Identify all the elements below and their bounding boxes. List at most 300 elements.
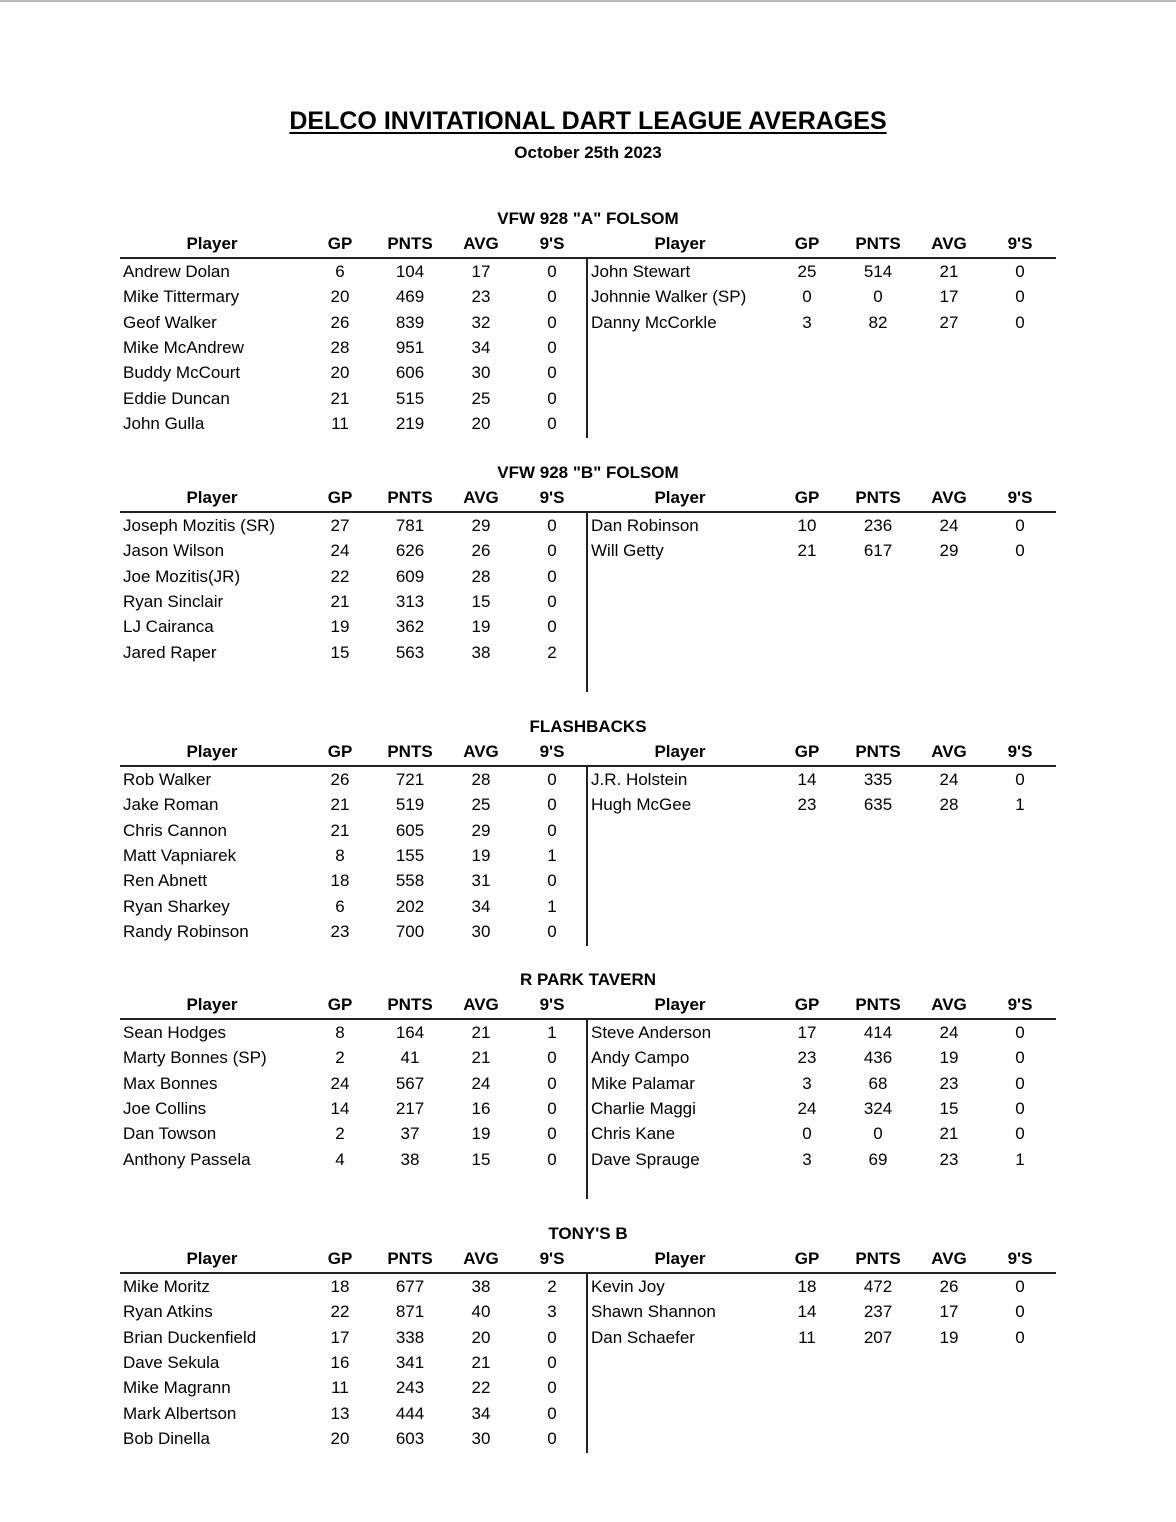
column-header-player: Player <box>186 742 238 761</box>
cell-gp: 23 <box>797 1048 817 1068</box>
cell-nines: 1 <box>547 1023 557 1042</box>
team-section <box>0 716 1176 976</box>
cell-nines: 0 <box>547 1124 557 1144</box>
cell-avg: 16 <box>471 1098 491 1118</box>
cell-nines: 0 <box>547 1428 557 1448</box>
cell-pnts: 871 <box>395 1302 425 1322</box>
column-header-avg: AVG <box>931 234 967 253</box>
cell-avg: 19 <box>939 1327 959 1347</box>
cell-nines: 0 <box>1015 541 1025 561</box>
cell-avg: 34 <box>471 1403 491 1423</box>
column-header-avg: AVG <box>463 1249 499 1268</box>
column-header-player: Player <box>654 1249 706 1268</box>
player-row <box>0 614 1176 639</box>
cell-pnts: 721 <box>395 770 425 789</box>
column-header-pnts: PNTS <box>387 742 433 761</box>
cell-player: Mike Moritz <box>123 1277 210 1296</box>
cell-avg: 19 <box>471 1124 491 1144</box>
cell-pnts: 609 <box>395 566 425 586</box>
cell-pnts: 567 <box>395 1073 425 1093</box>
cell-player: Dave Sekula <box>123 1352 220 1372</box>
cell-player: Jake Roman <box>123 795 219 815</box>
cell-gp: 19 <box>330 617 350 637</box>
cell-player: Mike Tittermary <box>123 287 240 307</box>
cell-avg: 25 <box>471 388 491 408</box>
cell-avg: 21 <box>939 1124 959 1144</box>
cell-nines: 0 <box>1015 1023 1025 1042</box>
team-section <box>0 969 1176 1229</box>
cell-pnts: 202 <box>395 896 425 916</box>
cell-pnts: 324 <box>863 1098 893 1118</box>
cell-pnts: 605 <box>395 820 425 840</box>
cell-nines: 0 <box>1015 1098 1025 1118</box>
cell-nines: 0 <box>547 1149 557 1169</box>
cell-avg: 24 <box>939 1023 959 1042</box>
cell-nines: 0 <box>547 770 557 789</box>
cell-gp: 21 <box>330 591 350 611</box>
cell-avg: 30 <box>471 363 491 383</box>
cell-pnts: 104 <box>395 262 425 281</box>
cell-avg: 24 <box>939 516 959 535</box>
cell-player: Dave Sprauge <box>591 1149 700 1169</box>
cell-avg: 15 <box>471 591 491 611</box>
cell-player: Geof Walker <box>123 312 217 332</box>
column-header-pnts: PNTS <box>387 234 433 253</box>
cell-player: Buddy McCourt <box>123 363 241 383</box>
cell-gp: 20 <box>330 363 350 383</box>
cell-player: Randy Robinson <box>123 921 249 941</box>
cell-gp: 6 <box>335 262 345 281</box>
cell-pnts: 606 <box>395 363 425 383</box>
cell-nines: 0 <box>547 1378 557 1398</box>
cell-pnts: 69 <box>868 1149 888 1169</box>
column-header-player: Player <box>186 488 238 507</box>
cell-gp: 17 <box>797 1023 817 1042</box>
cell-nines: 0 <box>547 591 557 611</box>
cell-nines: 2 <box>547 642 557 662</box>
cell-pnts: 362 <box>395 617 425 637</box>
cell-gp: 26 <box>330 312 350 332</box>
cell-player: Bob Dinella <box>123 1428 210 1448</box>
cell-avg: 21 <box>939 262 959 281</box>
cell-player: Mike Magrann <box>123 1378 231 1398</box>
column-header-avg: AVG <box>463 742 499 761</box>
cell-avg: 19 <box>471 845 491 865</box>
cell-gp: 4 <box>335 1149 345 1169</box>
cell-player: Kevin Joy <box>591 1277 665 1296</box>
cell-nines: 0 <box>547 363 557 383</box>
cell-player: Jared Raper <box>123 642 217 662</box>
cell-player: Jason Wilson <box>123 541 225 561</box>
cell-player: Charlie Maggi <box>591 1098 696 1118</box>
cell-player: Rob Walker <box>123 770 212 789</box>
player-row <box>0 1071 1176 1096</box>
column-header-pnts: PNTS <box>855 1249 901 1268</box>
cell-gp: 3 <box>802 312 812 332</box>
column-header-nines: 9'S <box>1007 995 1033 1014</box>
column-header-avg: AVG <box>463 488 499 507</box>
cell-pnts: 313 <box>395 591 425 611</box>
cell-player: Max Bonnes <box>123 1073 218 1093</box>
column-header-nines: 9'S <box>539 234 565 253</box>
cell-nines: 0 <box>547 1073 557 1093</box>
cell-gp: 24 <box>797 1098 817 1118</box>
cell-gp: 22 <box>330 566 350 586</box>
column-header-player: Player <box>654 742 706 761</box>
player-row <box>0 919 1176 944</box>
cell-avg: 26 <box>939 1277 959 1296</box>
cell-nines: 0 <box>1015 262 1025 281</box>
cell-avg: 20 <box>471 413 491 433</box>
cell-avg: 26 <box>471 541 491 561</box>
player-row <box>0 259 1176 284</box>
cell-pnts: 436 <box>863 1048 893 1068</box>
cell-player: Ryan Sharkey <box>123 896 230 916</box>
cell-player: Will Getty <box>591 541 664 561</box>
cell-nines: 0 <box>547 617 557 637</box>
cell-avg: 38 <box>471 642 491 662</box>
cell-player: Dan Towson <box>123 1124 217 1144</box>
player-row <box>0 538 1176 563</box>
team-name: R PARK TAVERN <box>520 970 656 989</box>
cell-pnts: 0 <box>873 1124 883 1144</box>
cell-pnts: 677 <box>395 1277 425 1296</box>
cell-gp: 28 <box>330 337 350 357</box>
cell-pnts: 519 <box>395 795 425 815</box>
cell-gp: 27 <box>330 516 350 535</box>
column-header-gp: GP <box>327 742 353 761</box>
column-header-nines: 9'S <box>1007 488 1033 507</box>
cell-gp: 2 <box>335 1048 345 1068</box>
cell-avg: 17 <box>939 287 959 307</box>
player-row <box>0 310 1176 335</box>
cell-gp: 0 <box>802 1124 812 1144</box>
cell-player: Ryan Sinclair <box>123 591 224 611</box>
cell-pnts: 37 <box>400 1124 420 1144</box>
cell-gp: 3 <box>802 1149 812 1169</box>
cell-nines: 0 <box>547 388 557 408</box>
cell-nines: 0 <box>1015 1277 1025 1296</box>
cell-player: Brian Duckenfield <box>123 1327 257 1347</box>
cell-gp: 15 <box>330 642 350 662</box>
cell-pnts: 472 <box>863 1277 893 1296</box>
column-header-nines: 9'S <box>1007 1249 1033 1268</box>
cell-player: Mike McAndrew <box>123 337 244 357</box>
cell-gp: 21 <box>797 541 817 561</box>
player-row <box>0 589 1176 614</box>
cell-gp: 14 <box>797 1302 817 1322</box>
cell-nines: 0 <box>1015 312 1025 332</box>
column-header-nines: 9'S <box>1007 234 1033 253</box>
cell-avg: 38 <box>471 1277 491 1296</box>
cell-gp: 20 <box>330 1428 350 1448</box>
cell-avg: 40 <box>471 1302 491 1322</box>
column-header-pnts: PNTS <box>387 995 433 1014</box>
column-header-pnts: PNTS <box>855 488 901 507</box>
page-title-text: DELCO INVITATIONAL DART LEAGUE AVERAGES <box>289 107 887 135</box>
cell-avg: 23 <box>939 1149 959 1169</box>
cell-pnts: 626 <box>395 541 425 561</box>
column-header-avg: AVG <box>463 234 499 253</box>
cell-pnts: 469 <box>395 287 425 307</box>
cell-pnts: 82 <box>868 312 888 332</box>
cell-nines: 0 <box>1015 1327 1025 1347</box>
column-header-gp: GP <box>327 995 353 1014</box>
player-row <box>0 792 1176 817</box>
column-header-gp: GP <box>327 234 353 253</box>
cell-nines: 0 <box>547 795 557 815</box>
column-header-pnts: PNTS <box>387 488 433 507</box>
cell-player: Sean Hodges <box>123 1023 227 1042</box>
column-header-avg: AVG <box>931 995 967 1014</box>
cell-nines: 0 <box>1015 1124 1025 1144</box>
column-header-player: Player <box>186 234 238 253</box>
cell-nines: 0 <box>547 820 557 840</box>
column-header-gp: GP <box>794 234 820 253</box>
cell-pnts: 444 <box>395 1403 425 1423</box>
cell-pnts: 603 <box>395 1428 425 1448</box>
cell-player: Ryan Atkins <box>123 1302 213 1322</box>
player-row <box>0 1274 1176 1299</box>
cell-avg: 23 <box>471 287 491 307</box>
cell-nines: 3 <box>547 1302 557 1322</box>
cell-player: Johnnie Walker (SP) <box>591 287 747 307</box>
cell-nines: 0 <box>1015 1073 1025 1093</box>
cell-avg: 15 <box>939 1098 959 1118</box>
cell-nines: 0 <box>1015 770 1025 789</box>
cell-pnts: 38 <box>400 1149 420 1169</box>
team-name: FLASHBACKS <box>529 717 647 736</box>
cell-nines: 0 <box>547 1352 557 1372</box>
column-header-avg: AVG <box>931 488 967 507</box>
cell-player: Mark Albertson <box>123 1403 237 1423</box>
cell-player: John Stewart <box>591 262 691 281</box>
cell-nines: 0 <box>547 1403 557 1423</box>
cell-player: Joseph Mozitis (SR) <box>123 516 276 535</box>
cell-pnts: 514 <box>863 262 893 281</box>
cell-gp: 18 <box>797 1277 817 1296</box>
cell-gp: 2 <box>335 1124 345 1144</box>
player-row <box>0 868 1176 893</box>
cell-pnts: 164 <box>395 1023 425 1042</box>
cell-pnts: 700 <box>395 921 425 941</box>
cell-avg: 23 <box>939 1073 959 1093</box>
cell-nines: 0 <box>547 312 557 332</box>
column-header-nines: 9'S <box>1007 742 1033 761</box>
cell-nines: 0 <box>547 287 557 307</box>
player-row <box>0 1299 1176 1324</box>
cell-avg: 21 <box>471 1023 491 1042</box>
player-row <box>0 1350 1176 1375</box>
cell-gp: 3 <box>802 1073 812 1093</box>
cell-nines: 0 <box>547 1327 557 1347</box>
player-row <box>0 1020 1176 1045</box>
cell-avg: 29 <box>471 820 491 840</box>
cell-pnts: 219 <box>395 413 425 433</box>
cell-avg: 30 <box>471 921 491 941</box>
cell-gp: 22 <box>330 1302 350 1322</box>
cell-pnts: 41 <box>400 1048 420 1068</box>
column-header-nines: 9'S <box>539 1249 565 1268</box>
player-row <box>0 1147 1176 1172</box>
cell-avg: 24 <box>939 770 959 789</box>
player-row <box>0 1121 1176 1146</box>
column-header-player: Player <box>654 488 706 507</box>
cell-gp: 0 <box>802 287 812 307</box>
cell-nines: 0 <box>1015 516 1025 535</box>
cell-avg: 28 <box>471 770 491 789</box>
cell-avg: 30 <box>471 1428 491 1448</box>
player-row <box>0 1045 1176 1070</box>
cell-gp: 14 <box>797 770 817 789</box>
cell-player: Andy Campo <box>591 1048 690 1068</box>
cell-avg: 32 <box>471 312 491 332</box>
cell-player: Shawn Shannon <box>591 1302 716 1322</box>
cell-nines: 0 <box>547 1048 557 1068</box>
cell-avg: 17 <box>939 1302 959 1322</box>
cell-player: Matt Vapniarek <box>123 845 237 865</box>
cell-avg: 34 <box>471 337 491 357</box>
cell-nines: 2 <box>547 1277 557 1296</box>
cell-pnts: 341 <box>395 1352 425 1372</box>
cell-nines: 0 <box>547 337 557 357</box>
cell-player: Mike Palamar <box>591 1073 695 1093</box>
cell-pnts: 237 <box>863 1302 893 1322</box>
cell-avg: 19 <box>471 617 491 637</box>
cell-nines: 0 <box>547 1098 557 1118</box>
cell-nines: 0 <box>547 262 557 281</box>
page-title <box>0 106 1176 136</box>
cell-nines: 0 <box>1015 1302 1025 1322</box>
cell-nines: 0 <box>1015 1048 1025 1068</box>
cell-avg: 25 <box>471 795 491 815</box>
cell-avg: 21 <box>471 1352 491 1372</box>
cell-pnts: 236 <box>863 516 893 535</box>
cell-gp: 13 <box>330 1403 350 1423</box>
cell-pnts: 335 <box>863 770 893 789</box>
cell-nines: 1 <box>547 845 557 865</box>
column-header-player: Player <box>186 1249 238 1268</box>
cell-player: J.R. Holstein <box>591 770 688 789</box>
cell-pnts: 617 <box>863 541 893 561</box>
page-top-border <box>0 0 1176 2</box>
player-row <box>0 640 1176 665</box>
cell-gp: 24 <box>330 541 350 561</box>
cell-player: Andrew Dolan <box>123 262 230 281</box>
cell-pnts: 839 <box>395 312 425 332</box>
cell-player: Dan Robinson <box>591 516 699 535</box>
cell-avg: 20 <box>471 1327 491 1347</box>
cell-nines: 0 <box>547 871 557 891</box>
cell-avg: 15 <box>471 1149 491 1169</box>
cell-nines: 0 <box>547 921 557 941</box>
cell-nines: 0 <box>1015 287 1025 307</box>
player-row <box>0 513 1176 538</box>
cell-avg: 19 <box>939 1048 959 1068</box>
cell-gp: 10 <box>797 516 817 535</box>
column-header-nines: 9'S <box>539 742 565 761</box>
cell-pnts: 515 <box>395 388 425 408</box>
cell-gp: 21 <box>330 388 350 408</box>
cell-nines: 0 <box>547 516 557 535</box>
team-section <box>0 208 1176 468</box>
cell-pnts: 68 <box>868 1073 888 1093</box>
cell-gp: 25 <box>797 262 817 281</box>
team-name: TONY'S B <box>548 1224 628 1243</box>
player-row <box>0 284 1176 309</box>
cell-avg: 27 <box>939 312 959 332</box>
cell-avg: 28 <box>939 795 959 815</box>
column-header-nines: 9'S <box>539 995 565 1014</box>
cell-gp: 11 <box>331 1378 349 1398</box>
player-row <box>0 1401 1176 1426</box>
column-header-pnts: PNTS <box>387 1249 433 1268</box>
cell-player: Ren Abnett <box>123 871 208 891</box>
cell-nines: 0 <box>547 541 557 561</box>
cell-gp: 18 <box>330 871 350 891</box>
column-header-nines: 9'S <box>539 488 565 507</box>
cell-gp: 21 <box>330 820 350 840</box>
player-row <box>0 818 1176 843</box>
cell-avg: 29 <box>471 516 491 535</box>
cell-gp: 21 <box>330 795 350 815</box>
cell-gp: 24 <box>330 1073 350 1093</box>
player-row <box>0 386 1176 411</box>
cell-avg: 22 <box>471 1378 491 1398</box>
cell-pnts: 217 <box>395 1098 425 1118</box>
player-row <box>0 1096 1176 1121</box>
cell-pnts: 635 <box>863 795 893 815</box>
cell-pnts: 155 <box>395 845 425 865</box>
cell-player: Chris Cannon <box>123 820 227 840</box>
cell-gp: 11 <box>798 1327 816 1347</box>
cell-gp: 20 <box>330 287 350 307</box>
cell-gp: 26 <box>330 770 350 789</box>
cell-gp: 16 <box>330 1352 350 1372</box>
cell-nines: 1 <box>1015 1149 1025 1169</box>
column-header-pnts: PNTS <box>855 234 901 253</box>
cell-avg: 29 <box>939 541 959 561</box>
player-row <box>0 843 1176 868</box>
column-header-gp: GP <box>794 742 820 761</box>
team-name: VFW 928 "A" FOLSOM <box>497 209 679 228</box>
column-header-pnts: PNTS <box>855 995 901 1014</box>
cell-gp: 11 <box>331 413 349 433</box>
cell-player: Steve Anderson <box>591 1023 712 1042</box>
cell-player: Joe Collins <box>123 1098 207 1118</box>
cell-avg: 21 <box>471 1048 491 1068</box>
player-row <box>0 1325 1176 1350</box>
cell-pnts: 338 <box>395 1327 425 1347</box>
column-header-gp: GP <box>794 1249 820 1268</box>
team-name: VFW 928 "B" FOLSOM <box>497 463 679 482</box>
cell-gp: 14 <box>330 1098 350 1118</box>
cell-gp: 6 <box>335 896 345 916</box>
cell-avg: 17 <box>471 262 491 281</box>
cell-avg: 31 <box>471 871 491 891</box>
cell-player: Eddie Duncan <box>123 388 230 408</box>
column-header-gp: GP <box>327 1249 353 1268</box>
cell-player: Joe Mozitis(JR) <box>123 566 241 586</box>
cell-nines: 0 <box>547 413 557 433</box>
cell-pnts: 207 <box>863 1327 893 1347</box>
cell-pnts: 558 <box>395 871 425 891</box>
cell-pnts: 951 <box>395 337 425 357</box>
cell-player: Anthony Passela <box>123 1149 251 1169</box>
column-header-gp: GP <box>794 488 820 507</box>
cell-pnts: 0 <box>873 287 883 307</box>
cell-player: John Gulla <box>123 413 205 433</box>
